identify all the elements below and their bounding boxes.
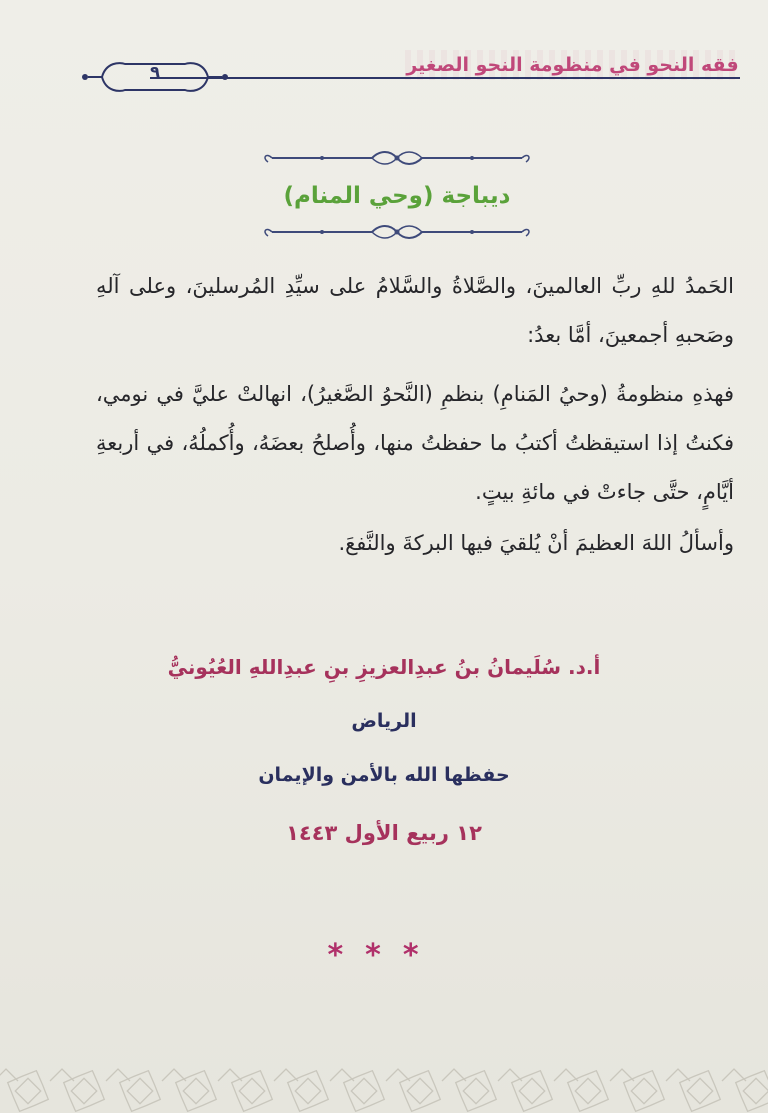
page-number: ٩: [150, 62, 160, 81]
body-text: [96, 262, 734, 568]
paragraph-closing: وأسألُ اللهَ العظيمَ أنْ يُلقيَ فيها البركةَ والنَّفعَ.: [338, 531, 734, 555]
paragraph-opening: الحَمدُ للهِ ربِّ العالمينَ، والصَّلاةُ والسَّلامُ على سيِّدِ المُرسلينَ، وعلى آلهِ وصَحبهِ أجمعينَ، أمَّا بعدُ:: [96, 274, 734, 347]
prayer-line: حفظها الله بالأمن والإيمان: [258, 764, 510, 786]
header-rule: [150, 77, 740, 79]
city: الرياض: [351, 710, 417, 732]
running-title: فقه النحو في منظومة النحو الصغير: [405, 50, 740, 80]
running-header: [60, 48, 740, 108]
date: ١٢ ربيع الأول ١٤٤٣: [286, 821, 482, 845]
bottom-pattern-icon: [0, 1033, 768, 1113]
paragraph-main: فهذهِ منظومةُ (وحيُ المَنامِ) بنظمِ (النَّحوُ الصَّغيرُ)، انهالتْ عليَّ في نومي، فكنتُ إذا استيقظتُ أكتبُ ما حفظتُ منها، وأُصلحُ بعضَهُ، وأُكملُهُ، في أربعةِ أيَّامٍ، حتَّى جاءتْ في مائةِ بيتٍ.: [96, 382, 734, 504]
asterism-stars: ***: [327, 938, 441, 973]
bottom-ornament-icon: [262, 224, 532, 240]
author-name: أ.د. سُلَيمانُ بنُ عبدِالعزيزِ بنِ عبدِاللهِ العُيُونيُّ: [167, 655, 601, 679]
top-ornament-icon: [262, 150, 532, 166]
section-title-box: [262, 150, 532, 242]
page-number-frame: [80, 58, 230, 98]
signature-block: [60, 650, 708, 850]
section-title: ديباجة (وحي المنام): [283, 183, 511, 209]
